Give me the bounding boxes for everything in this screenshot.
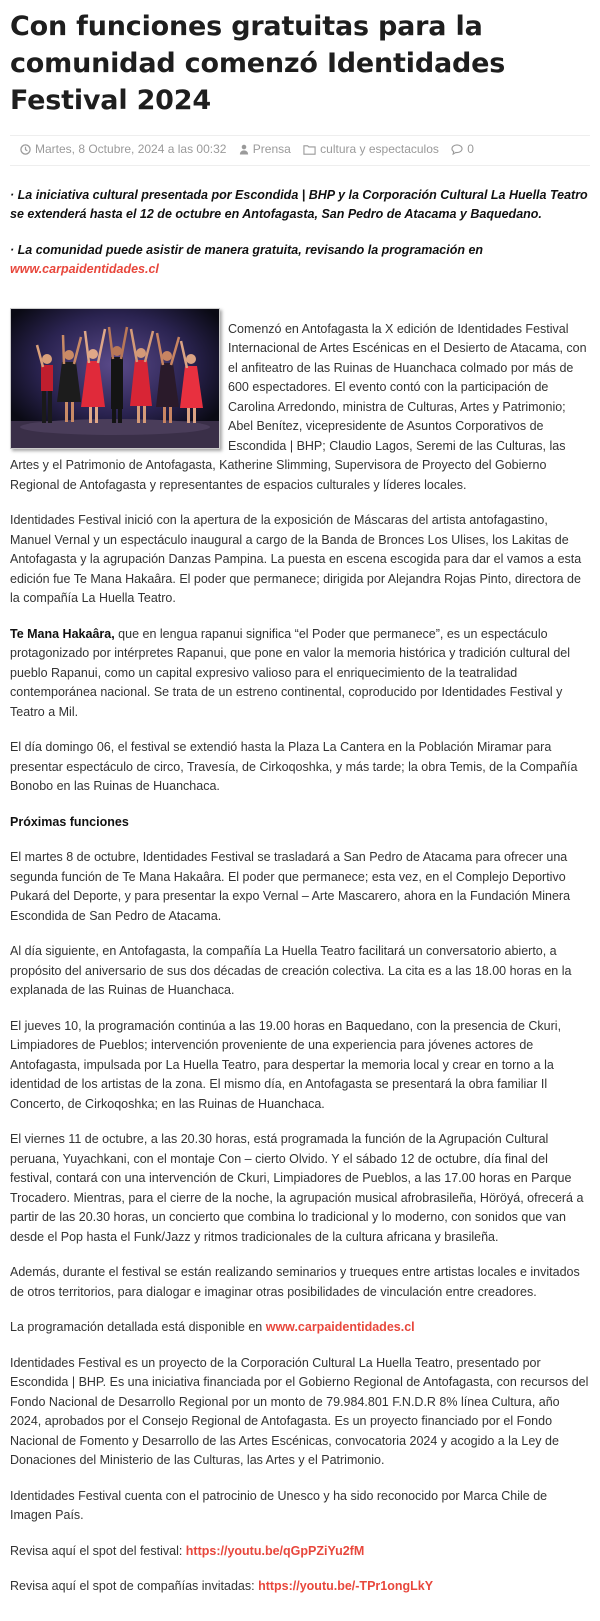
user-icon	[239, 144, 253, 155]
paragraph-8: El viernes 11 de octubre, a las 20.30 horas, está programada la función de la Agrupación Cultural peruana, Yuyachkani, con el montaje Con – cierto Olvido. Y el sábado 12 de octubre, día final del festival, contará con una intervención de Ckuri, Limpiadores de Pueblos, a las 17.00 horas en Parque Trocadero. Mientras, para el cierre de la noche, la agrupación musical afrobrasileña, Höröyá, ofrecerá a partir de las 20.30 horas, un concierto que combina lo tradicional y lo moderno, con sonidos que van desde el Pop hasta el Funk/Jazz y ritmos tradicionales de la cultura africana y brasileña.	[10, 1132, 584, 1244]
paragraph-10-text: La programación detallada está disponible en	[10, 1320, 266, 1334]
paragraph-4: El día domingo 06, el festival se extendió hasta la Plaza La Cantera en la Población Miramar para presentar espectáculo de circo, Travesía, de Cirkoqoshka, y más tarde; la obra Temis, de la Compañía Bonobo en las Ruinas de Huanchaca.	[10, 740, 578, 793]
festival-spot-link[interactable]: https://youtu.be/qGpPZiYu2fM	[185, 1543, 365, 1558]
paragraph-1: Comenzó en Antofagasta la X edición de Identidades Festival Internacional de Artes Escénicas en el Desierto de Atacama, con el anfiteatro de las Ruinas de Huanchaca colmado por más de 600 espectadores. El evento contó con la participación de Carolina Arredondo, ministra de Culturas, Artes y Patrimonio; Abel Benítez, vicepresidente de Asuntos Corporativos de Escondida | BHP; Claudio Lagos, Seremi de las Culturas, las Artes y el Patrimonio de Antofagasta, Katherine Slimming, Supervisora de Proyecto del Gobierno Regional de Antofagasta y representantes de espacios culturales y líderes locales.	[10, 321, 587, 492]
paragraph-14	[10, 1577, 590, 1597]
meta-date-text: Martes, 8 Octubre, 2024 a las 00:32	[35, 142, 227, 156]
paragraph-3-bold: Te Mana Hakaâra,	[10, 626, 115, 641]
paragraph-7: El jueves 10, la programación continúa a las 19.00 horas en Baquedano, con la presencia de Ckuri, Limpiadores de Pueblos; intervención proveniente de una experiencia para jóvenes actores de Antofagasta, impulsada por La Huella Teatro, para despertar la memoria local y crear en torno a la identidad de los artistas de la zona. El mismo día, en Antofagasta se presentará la obra familiar Il Concerto, de Cirkoqoshka; en las Ruinas de Huanchaca.	[10, 1018, 562, 1111]
comment-icon	[451, 144, 467, 155]
folder-icon	[303, 144, 320, 155]
lead-bullet-2-text: · La comunidad puede asistir de manera gratuita, revisando la programación en	[10, 242, 484, 257]
paragraph-2: Identidades Festival inició con la apertura de la exposición de Máscaras del artista antofagastino, Manuel Vernal y un espectáculo inaugural a cargo de la Banda de Bronces Los Ulises, los Lakitas de Antofagasta y la agrupación Danzas Pampina. La puesta en escena escogida para dar el vamos a esta edición fue Te Mana Hakaâra. El poder que permanece; dirigida por Alejandra Rojas Pinto, directora de la compañía La Huella Teatro.	[10, 513, 582, 605]
paragraph-13	[10, 1542, 590, 1562]
meta-author-text[interactable]: Prensa	[252, 142, 291, 156]
website-link[interactable]: www.carpaidentidades.cl	[10, 262, 159, 276]
lead-bullet-2	[10, 241, 590, 280]
meta-author[interactable]	[239, 139, 291, 159]
meta-category-text[interactable]: cultura y espectaculos	[320, 142, 439, 156]
paragraph-12: Identidades Festival cuenta con el patrocinio de Unesco y ha sido reconocido por Marca Chile de Imagen País.	[10, 1488, 548, 1522]
section-heading: Próximas funciones	[10, 814, 129, 829]
festival-photo	[10, 308, 220, 449]
paragraph-3-text: que en lengua rapanui significa “el Poder que permanece”, es un espectáculo protagonizado por intérpretes Rapanui, que pone en valor la memoria histórica y tradición cultural del pueblo Rapanui, como un capital expresivo valioso para el enriquecimiento de la teatralidad contemporánea nacional. Se trata de un estreno continental, coproducido por Identidades Festival y Teatro a Mil.	[10, 626, 571, 719]
paragraph-13-text: Revisa aquí el spot del festival:	[10, 1543, 186, 1558]
meta-date	[20, 139, 226, 159]
festival-photo-illustration	[11, 309, 219, 448]
paragraph-3	[10, 625, 590, 723]
companies-spot-link[interactable]: https://youtu.be/-TPr1ongLkY	[258, 1579, 434, 1593]
lead-bullet-1: · La iniciativa cultural presentada por Escondida | BHP y la Corporación Cultural La Huella Teatro se extenderá hasta el 12 de octubre en Antofagasta, San Pedro de Atacama y Baquedano.	[10, 187, 588, 221]
programacion-link[interactable]: www.carpaidentidades.cl	[265, 1320, 415, 1334]
article-meta	[10, 135, 590, 166]
clock-icon	[20, 144, 35, 155]
paragraph-5: El martes 8 de octubre, Identidades Festival se trasladará a San Pedro de Atacama para ofrecer una segunda función de Te Mana Hakaâra. El poder que permanece; esta vez, en el Complejo Deportivo Pukará del Deporte, y para presentar la expo Vernal – Arte Mascarero, ahora en la Fundación Minera Escondida de San Pedro de Atacama.	[10, 850, 571, 923]
article-title: Con funciones gratuitas para la comunidad comenzó Identidades Festival 2024	[10, 11, 506, 116]
paragraph-14-text: Revisa aquí el spot de compañías invitadas:	[10, 1579, 259, 1593]
paragraph-9: Además, durante el festival se están realizando seminarios y trueques entre artistas locales e invitados de otros territorios, para dialogar e imaginar otras posibilidades de vinculación entre creadores.	[10, 1265, 580, 1299]
meta-category[interactable]	[303, 139, 439, 159]
article	[0, 8, 600, 1597]
meta-comments[interactable]	[451, 139, 474, 159]
paragraph-11: Identidades Festival es un proyecto de la Corporación Cultural La Huella Teatro, presentado por Escondida | BHP. Es una iniciativa financiada por el Gobierno Regional de Antofagasta, con recursos del Fondo Nacional de Desarrollo Regional por un monto de 79.984.801 F.N.D.R 8% línea Cultura, año 2024, aprobados por el Consejo Regional de Antofagasta. Es un proyecto financiado por el Fondo Nacional de Fomento y Desarrollo de las Artes Escénicas, convocatoria 2024 y acogido a la Ley de Donaciones del Ministerio de las Culturas, las Artes y el Patrimonio.	[10, 1355, 589, 1467]
paragraph-10	[10, 1318, 590, 1338]
paragraph-6: Al día siguiente, en Antofagasta, la compañía La Huella Teatro facilitará un conversatorio abierto, a propósito del aniversario de sus dos décadas de creación colectiva. La cita es a las 18.00 horas en la explanada de las Ruinas de Huanchaca.	[10, 944, 572, 997]
meta-comments-count[interactable]: 0	[467, 142, 474, 156]
